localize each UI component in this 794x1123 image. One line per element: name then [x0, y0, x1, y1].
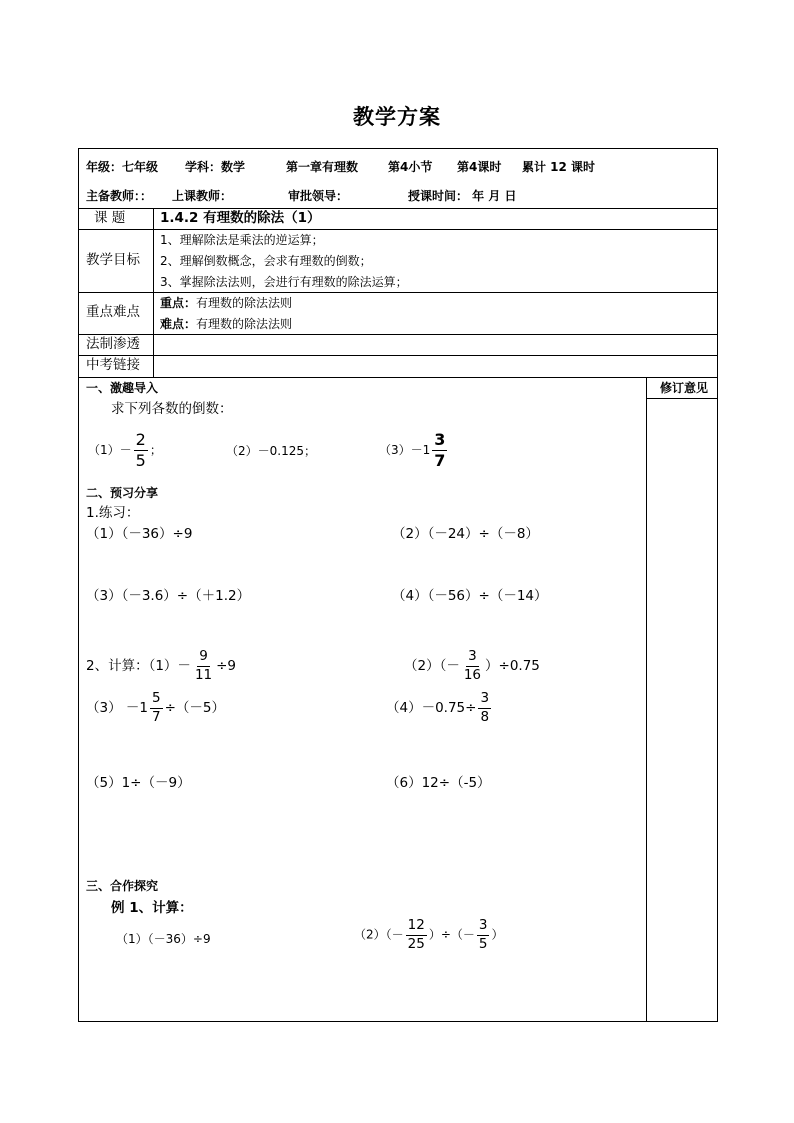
reciprocal-item-1-prefix: （1）－	[88, 443, 132, 457]
calc-item-2-suffix: ）÷0.75	[485, 658, 540, 674]
fraction	[432, 432, 447, 469]
fraction-numerator: 5	[150, 692, 163, 709]
teacher: 上课教师：	[172, 189, 233, 203]
calc-item-6: （6）12÷（-5）	[386, 775, 491, 791]
subject: 学科：数学	[185, 160, 246, 174]
fraction	[150, 692, 163, 724]
total-lessons: 累计 12 课时	[522, 160, 596, 174]
chapter: 第一章有理数	[286, 160, 359, 174]
table-divider	[153, 208, 154, 377]
table-divider	[646, 377, 647, 1022]
reciprocal-item-1-suffix: ；	[149, 443, 162, 457]
fraction-numerator: 3	[466, 650, 479, 667]
fraction-denominator: 5	[478, 935, 488, 952]
fraction-denominator: 5	[135, 451, 146, 470]
calc-item-3-prefix: （3） －1	[86, 700, 148, 716]
key-point-text: 有理数的除法法则	[196, 296, 293, 310]
fraction	[462, 650, 483, 682]
example-item-2-prefix: （2）（－	[354, 927, 404, 942]
table-divider	[78, 355, 718, 356]
example-item-1: （1）（－36）÷9	[116, 932, 211, 946]
calc-item-2-prefix: （2）（－	[404, 658, 460, 674]
calc-item-4	[386, 692, 493, 724]
fraction-numerator: 2	[135, 430, 146, 449]
fraction	[134, 432, 148, 469]
exam-label: 中考链接	[86, 357, 140, 373]
key-point-tag: 重点：	[160, 296, 197, 310]
calc-item-1-prefix: 2、计算：（1）－	[86, 658, 191, 674]
goal-item: 1、理解除法是乘法的逆运算；	[160, 233, 324, 247]
table-divider	[78, 292, 718, 293]
fraction-numerator: 3	[477, 919, 490, 936]
page-title: 教学方案	[353, 104, 441, 129]
fraction	[193, 650, 214, 682]
reciprocal-item-1	[88, 432, 162, 469]
practice-item: （4）（－56）÷（－14）	[392, 588, 548, 604]
reciprocal-item-3	[379, 432, 449, 469]
reciprocal-item-3-prefix: （3）－1	[379, 443, 431, 457]
fraction-denominator: 25	[407, 935, 425, 952]
goal-item: 2、理解倒数概念，会求有理数的倒数；	[160, 254, 372, 268]
practice-item: （3）（－3.6）÷（＋1.2）	[86, 588, 251, 604]
calc-item-3	[86, 692, 225, 724]
fraction-numerator: 3	[434, 430, 446, 449]
practice-item: （2）（－24）÷（－8）	[392, 526, 539, 542]
goal-item: 3、掌握除法法则，会进行有理数的除法运算；	[160, 275, 408, 289]
law-label: 法制渗透	[86, 336, 140, 352]
reciprocal-item-2: （2）－0.125；	[226, 444, 316, 458]
fraction	[478, 692, 491, 724]
fraction-numerator: 9	[197, 650, 210, 667]
difficulty	[160, 318, 292, 330]
lesson-date: 授课时间： 年 月 日	[408, 189, 517, 203]
fraction-numerator: 12	[406, 919, 427, 936]
example-item-2-middle: ）÷（－	[428, 927, 475, 942]
example-item-2	[354, 919, 504, 951]
calc-item-2	[404, 650, 540, 682]
fraction-denominator: 8	[480, 708, 490, 725]
section-heading: 二、预习分享	[86, 486, 159, 500]
key-label: 重点难点	[86, 304, 140, 320]
fraction-denominator: 7	[151, 708, 161, 725]
table-divider	[646, 398, 718, 399]
topic-label: 课 题	[94, 210, 126, 226]
goals-label: 教学目标	[86, 252, 140, 268]
calc-item-1	[86, 650, 236, 682]
revision-label: 修订意见	[660, 381, 709, 395]
difficulty-tag: 难点：	[160, 317, 197, 331]
practice-subheading: 1.练习：	[86, 505, 140, 521]
calc-item-4-prefix: （4）－0.75÷	[386, 700, 477, 716]
section-number: 第4小节	[388, 160, 433, 174]
fraction-denominator: 11	[194, 666, 213, 683]
fraction	[477, 919, 490, 951]
topic-value: 1.4.2 有理数的除法（1）	[160, 210, 321, 226]
lead-teacher: 主备教师：：	[86, 189, 153, 203]
calc-item-1-suffix: ÷9	[216, 658, 237, 674]
table-divider	[78, 229, 718, 230]
fraction	[406, 919, 427, 951]
grade: 年级：七年级	[86, 160, 159, 174]
example-heading: 例 1、计算：	[111, 900, 193, 916]
fraction-numerator: 3	[478, 692, 491, 709]
fraction-denominator: 16	[463, 666, 482, 683]
practice-item: （1）（－36）÷9	[86, 526, 193, 542]
fraction-denominator: 7	[434, 451, 446, 470]
lesson-number: 第4课时	[457, 160, 502, 174]
table-divider	[78, 208, 718, 209]
section-prompt: 求下列各数的倒数：	[111, 401, 233, 417]
difficulty-text: 有理数的除法法则	[196, 317, 293, 331]
table-divider	[78, 377, 718, 378]
table-divider	[78, 334, 718, 335]
section-heading: 一、激趣导入	[86, 381, 159, 395]
example-item-2-suffix: ）	[491, 927, 504, 942]
calc-item-3-suffix: ÷（－5）	[164, 700, 225, 716]
section-heading: 三、合作探究	[86, 879, 159, 893]
calc-item-5: （5）1÷（－9）	[86, 775, 191, 791]
reviewer: 审批领导：	[288, 189, 349, 203]
key-point	[160, 297, 292, 309]
